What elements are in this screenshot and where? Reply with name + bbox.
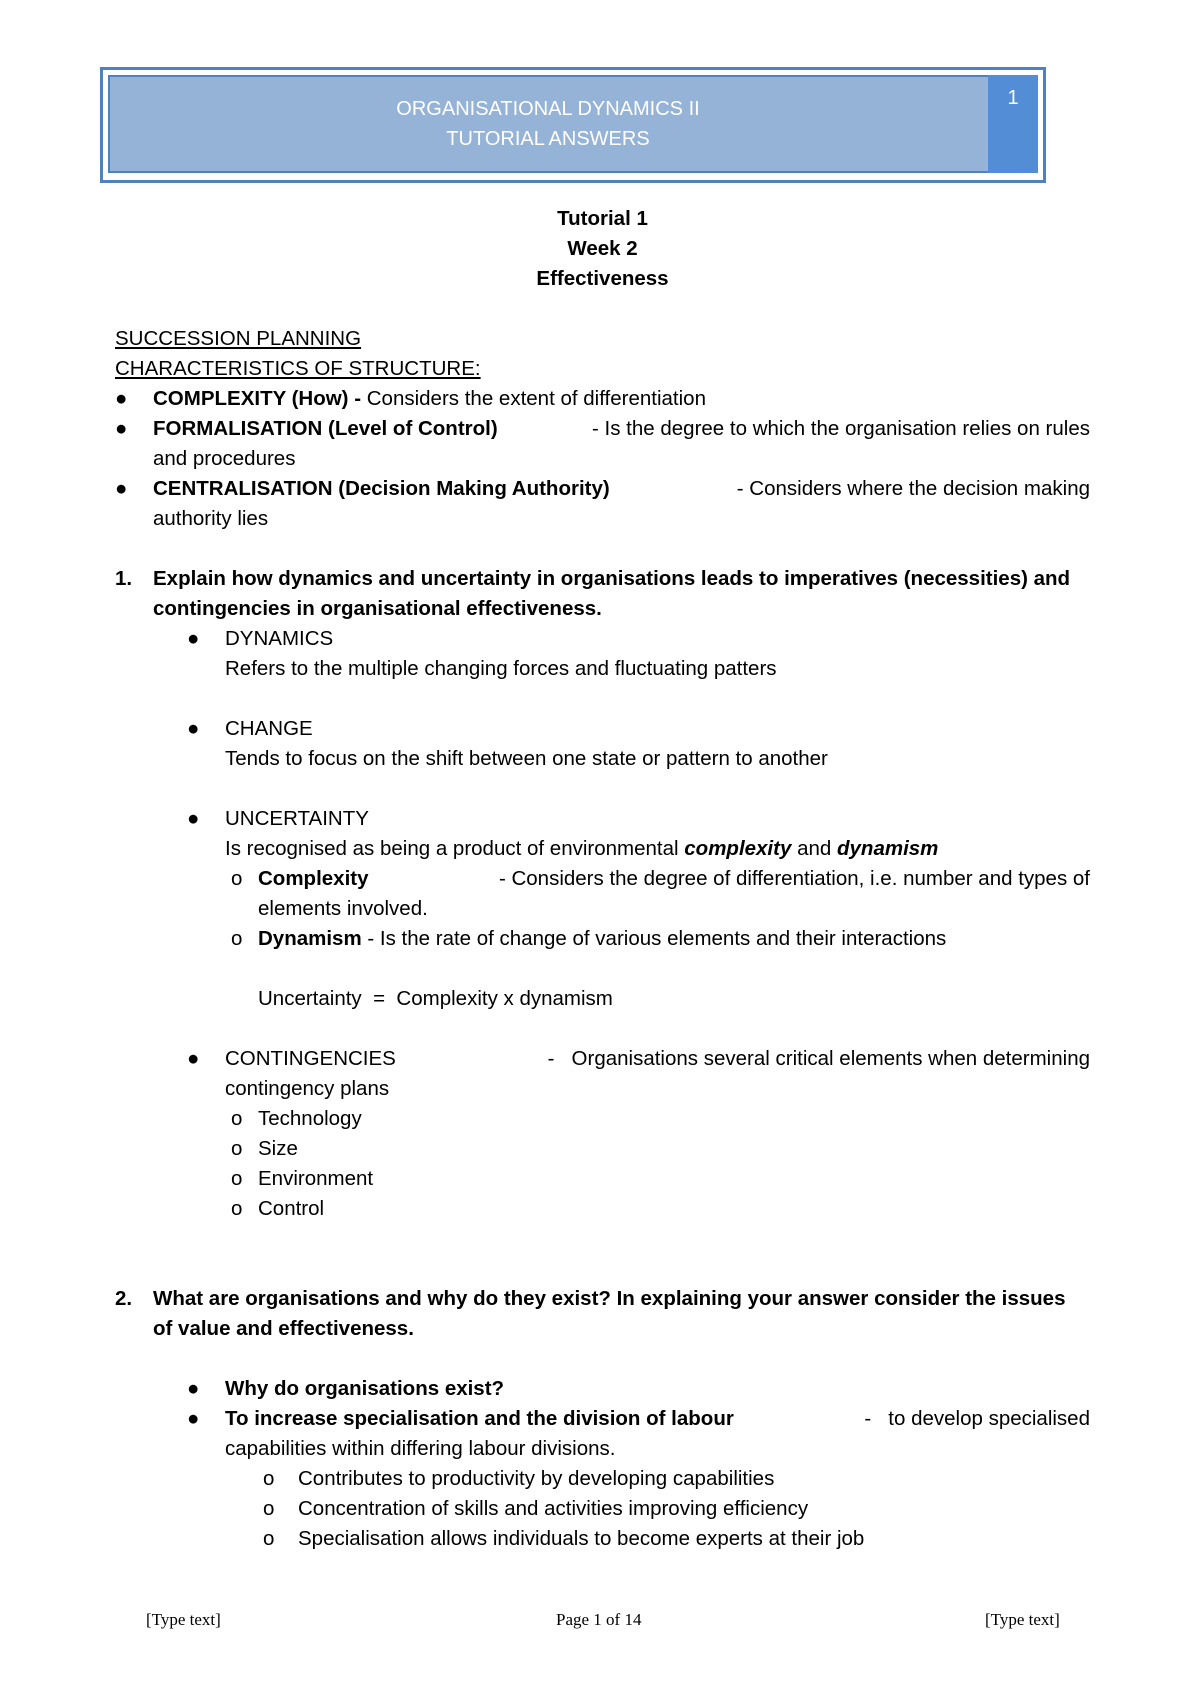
contingencies-continuation: contingency plans [225, 1077, 390, 1100]
circle-bullet-icon: o [231, 1197, 243, 1220]
circle-bullet-icon: o [231, 867, 243, 890]
week-heading: Week 2 [567, 237, 638, 260]
bullet-icon: ● [115, 477, 128, 500]
bullet-icon: ● [187, 717, 200, 740]
circle-bullet-icon: o [263, 1467, 275, 1490]
sub-list-continuation: elements involved. [258, 897, 428, 920]
bullet-icon: ● [187, 1407, 200, 1430]
sub-list-item: o Technology [115, 1104, 1095, 1134]
section-title-succession: SUCCESSION PLANNING [115, 327, 362, 350]
section-title-characteristics: CHARACTERISTICS OF STRUCTURE: [115, 357, 481, 380]
header-title-line2: TUTORIAL ANSWERS [446, 128, 650, 150]
list-item: ● CHANGE [115, 714, 1095, 744]
question-2: 2. What are organisations and why do they exist? In explaining your answer consider the issues [115, 1287, 1066, 1310]
list-item: ● Why do organisations exist? [115, 1374, 1095, 1404]
question-1-continuation: contingencies in organisational effectiveness. [153, 597, 602, 620]
circle-bullet-icon: o [263, 1497, 275, 1520]
footer-left: [Type text] [146, 1610, 221, 1629]
list-item-continuation: and procedures [153, 447, 296, 470]
uncertainty-definition: Is recognised as being a product of environmental complexity and dynamism [225, 837, 939, 860]
bullet-icon: ● [115, 417, 128, 440]
bullet-icon: ● [187, 627, 200, 650]
uncertainty-formula: Uncertainty = Complexity x dynamism [258, 987, 613, 1010]
topic-heading: Effectiveness [536, 267, 669, 290]
list-item: ● To increase specialisation and the division of labour - to develop specialised [115, 1404, 1095, 1434]
sub-list-item: o Specialisation allows individuals to become experts at their job [115, 1524, 1095, 1554]
list-item: ● CENTRALISATION (Decision Making Authority) - Considers where the decision making [115, 474, 1095, 504]
document-body [115, 204, 1095, 1554]
list-item: ● COMPLEXITY (How) - Considers the extent of differentiation [115, 384, 1095, 414]
question-1: 1. Explain how dynamics and uncertainty in organisations leads to imperatives (necessities) and [115, 567, 1071, 590]
circle-bullet-icon: o [231, 1107, 243, 1130]
sub-list-item: o Contributes to productivity by developing capabilities [115, 1464, 1095, 1494]
list-item-continuation: authority lies [153, 507, 269, 530]
list-item: ● CONTINGENCIES - Organisations several critical elements when determining [115, 1044, 1095, 1074]
specialisation-continuation: capabilities within differing labour divisions. [225, 1437, 616, 1460]
tutorial-heading: Tutorial 1 [557, 207, 648, 230]
bullet-icon: ● [115, 387, 128, 410]
list-item: ● FORMALISATION (Level of Control) - Is the degree to which the organisation relies on rules [115, 414, 1095, 444]
sub-list-item: o Dynamism - Is the rate of change of various elements and their interactions [115, 924, 1095, 954]
footer-page-indicator: Page 1 of 14 [556, 1610, 642, 1629]
header-page-number: 1 [988, 75, 1038, 173]
circle-bullet-icon: o [231, 1137, 243, 1160]
dynamics-definition: Refers to the multiple changing forces and fluctuating patters [225, 657, 777, 680]
list-item: ● DYNAMICS [115, 624, 1095, 654]
sub-list-item: o Concentration of skills and activities improving efficiency [115, 1494, 1095, 1524]
bullet-icon: ● [187, 1047, 200, 1070]
circle-bullet-icon: o [231, 927, 243, 950]
question-2-continuation: of value and effectiveness. [153, 1317, 414, 1340]
bullet-icon: ● [187, 1377, 200, 1400]
header-title-line1: ORGANISATIONAL DYNAMICS II [396, 98, 700, 120]
footer-right: [Type text] [985, 1610, 1060, 1629]
sub-list-item: o Environment [115, 1164, 1095, 1194]
bullet-icon: ● [187, 807, 200, 830]
sub-list-item: o Complexity - Considers the degree of differentiation, i.e. number and types of [115, 864, 1095, 894]
sub-list-item: o Size [115, 1134, 1095, 1164]
sub-list-item: o Control [115, 1194, 1095, 1224]
circle-bullet-icon: o [231, 1167, 243, 1190]
circle-bullet-icon: o [263, 1527, 275, 1550]
change-definition: Tends to focus on the shift between one state or pattern to another [225, 747, 828, 770]
header-title [108, 75, 988, 173]
list-item: ● UNCERTAINTY [115, 804, 1095, 834]
